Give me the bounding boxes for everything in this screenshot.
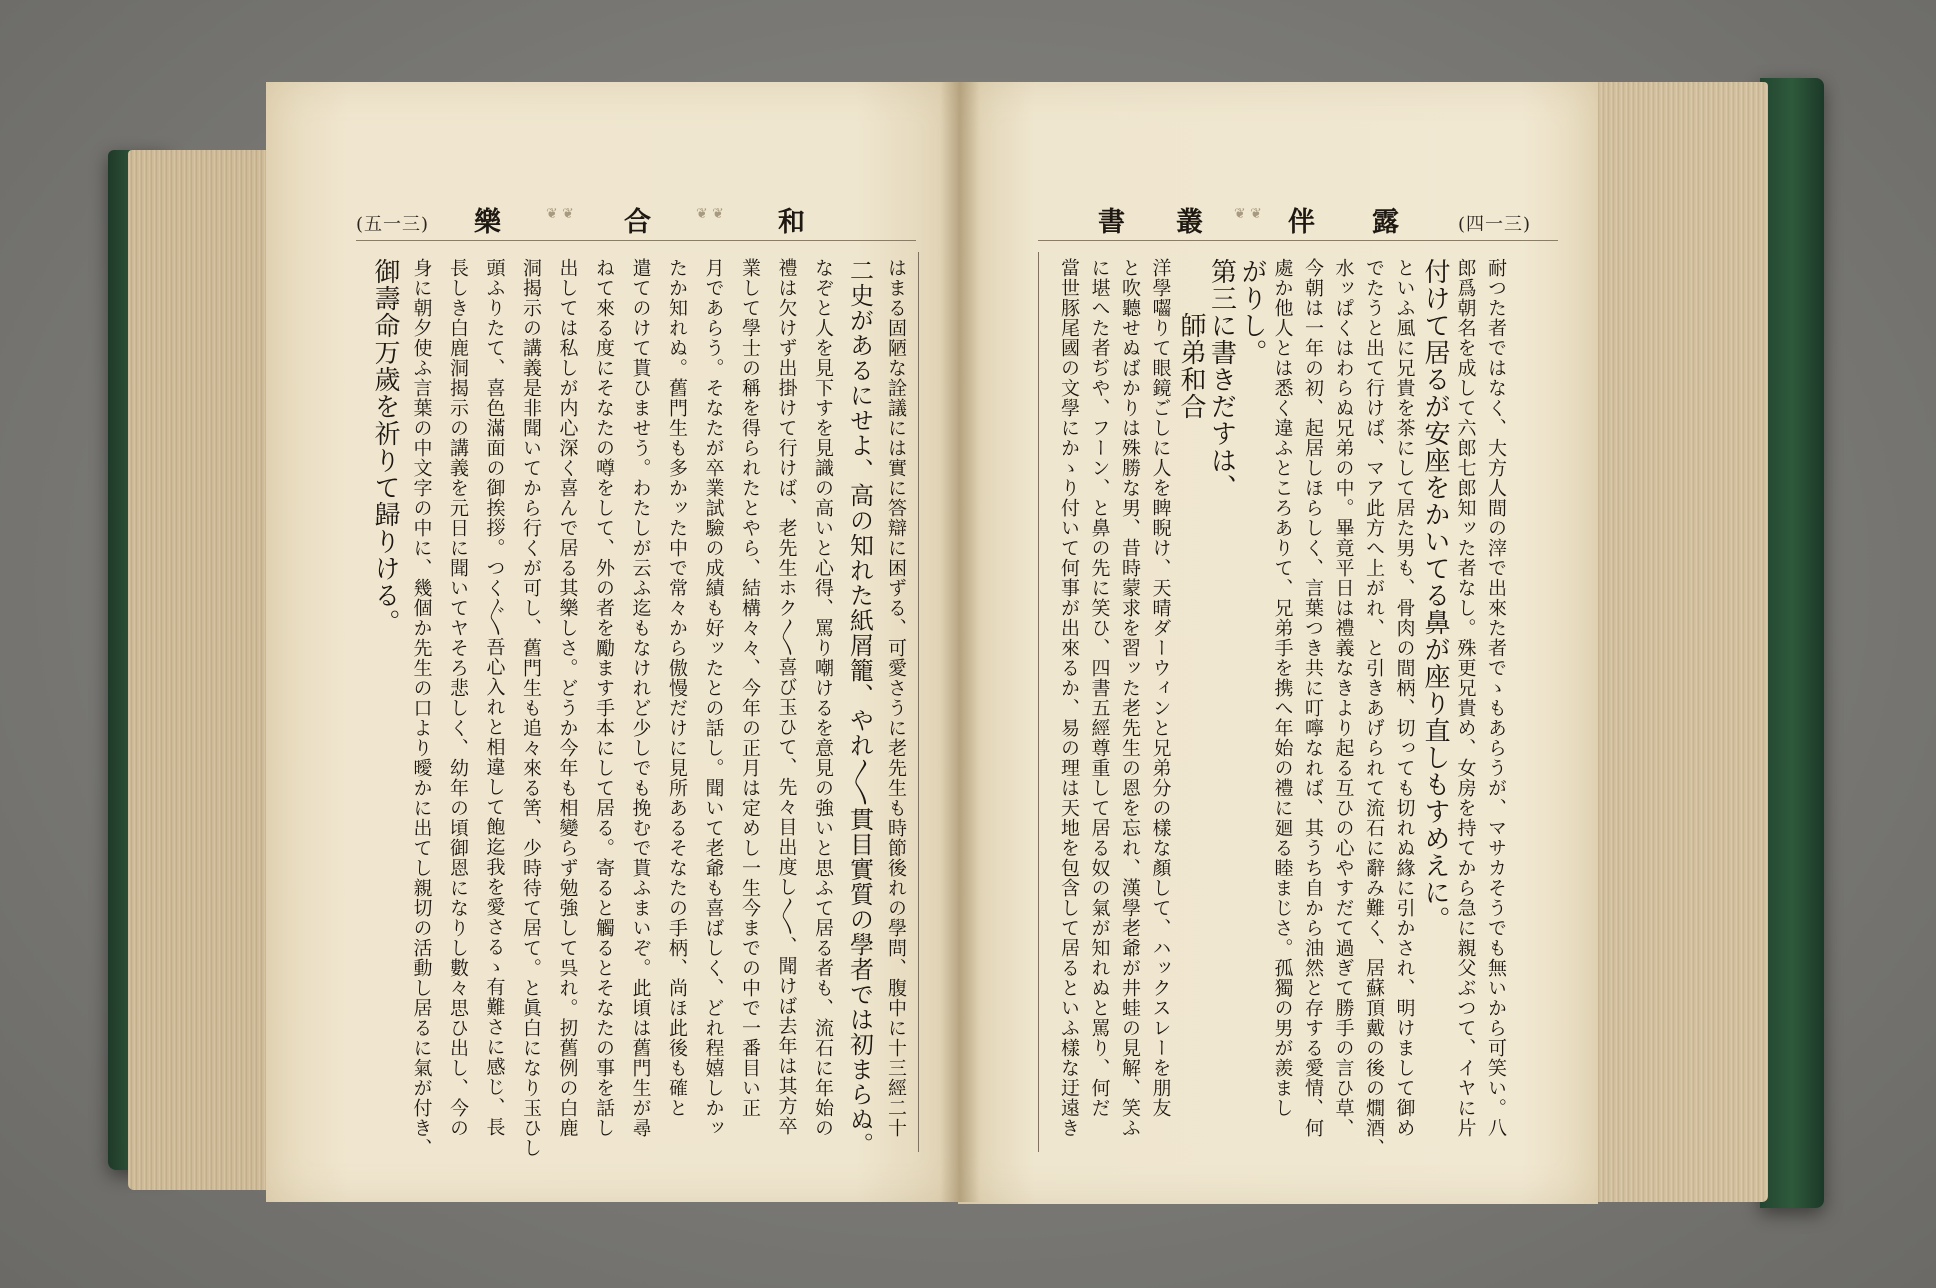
left-column-15: 御壽命万歲を祈りて歸りける。	[370, 258, 400, 636]
right-column-15: 當世豚尾國の文學にかゝり付いて何事が出來るか、易の理は天地を包含して居るといふ樣な迂遠き	[1058, 258, 1080, 1138]
left-column-4: 禮は欠けず出掛けて行けば、老先生ホク〳〵喜び玉ひて、先々目出度し〳〵、聞けば去年は其方卒	[775, 258, 798, 1136]
left-column-rule	[918, 252, 919, 1152]
right-column-11: 師弟和合	[1176, 258, 1206, 420]
right-column-9: がりし。	[1237, 258, 1267, 366]
left-column-10: 出しては私しが内心深く喜んで居る其樂しさ。どうか今年も相變らず勉強して呉れ。扨舊例の白鹿	[556, 258, 579, 1138]
right-header-rule	[1038, 240, 1558, 241]
left-column-9: ねて來る度にそなたの噂をして、外の者を勵ます手本にして居る。寄ると觸るとそなたの事を話し	[593, 258, 615, 1138]
left-page	[266, 82, 960, 1202]
right-column-1: 耐つた者ではなく、大方人間の滓で出來た者でゝもあらうが、マサカそうでも無いから可笑い。八	[1485, 258, 1507, 1138]
left-column-14: 身に朝夕使ふ言葉の中文字の中に、幾個か先生の口より曖かに出てし親切の活動し居るに氣が付き、	[410, 258, 433, 1158]
left-header-char-2: 合	[624, 207, 651, 238]
left-column-13: 長しき白鹿洞揭示の講義を元日に聞いてヤそろ悲しく、幼年の頃御恩になりし數々思ひ出し、今の	[447, 258, 469, 1138]
right-column-10: 第三に書きだすは、	[1206, 258, 1237, 501]
right-column-7: 今朝は一年の初、起居しほらしく、言葉つき共に叮嚀なれば、其うち自から油然と存する愛情、何	[1302, 258, 1324, 1138]
left-column-5: 業して學士の稱を得られたとやら、結構々々、今年の正月は定めし一生今までの中で一番目い正	[739, 258, 761, 1118]
right-column-4: といふ風に兄貴を茶にして居た男も、骨肉の間柄、切っても切れぬ緣に引かされ、明けまして御め	[1393, 258, 1416, 1138]
right-page	[958, 82, 1598, 1204]
left-header-rule	[356, 240, 916, 241]
left-column-1: はまる固陋な詮議には實に答辯に困ずる、可愛さうに老先生も時節後れの學問、腹中に十三經二十	[885, 258, 907, 1138]
left-column-8: 遣てのけて貰ひませう。わたしが云ふ迄もなけれど少しでも挽むで貰ふまいぞ。此頃は舊門生が尋	[629, 258, 652, 1138]
left-column-7: たか知れぬ。舊門生も多かッた中で常々から傲慢だけに見所あるそなたの手柄、尚ほ此後も確と	[666, 258, 688, 1118]
right-header-char-3: 叢	[1176, 207, 1203, 238]
right-column-6: 水ッぱくはわらぬ兄弟の中。畢竟平日は禮義なきより起る互ひの心やすだて過ぎて勝手の言ひ草、	[1332, 258, 1355, 1138]
left-header-ornament-2: ❦ ❦	[696, 206, 724, 222]
right-column-3: 付けて居るが安座をかいてる鼻が座り直しもすめえに。	[1420, 258, 1450, 933]
left-column-12: 頭ふりたて、喜色滿面の御挨拶。つく〴〵吾心入れと相違して飽迄我を愛さるゝ有難さに感じ、長	[483, 258, 506, 1137]
right-column-14: に堪へた者ぢや、フーン、と鼻の先に笑ひ、四書五經尊重して居る奴の氣が知れぬと罵り、何だ	[1088, 258, 1111, 1118]
right-page-edges	[1590, 82, 1768, 1202]
right-page-number: (四一三)	[1458, 214, 1532, 235]
right-column-8: 處か他人とは悉く違ふところありて、兄弟手を携へ年始の禮に廻る睦まじさ。孤獨の男が羨まし	[1271, 258, 1294, 1118]
right-column-12: 洋學囓りて眼鏡ごしに人を睥睨け、天晴ダーウィンと兄弟分の樣な顏して、ハックスレーを朋友	[1149, 258, 1172, 1118]
right-column-13: と吹聽せぬばかりは殊勝な男、昔時蒙求を習ッた老先生の恩を忘れ、漢學老爺が井蛙の見解、笑ふ	[1119, 258, 1141, 1138]
right-header-char-4: 書	[1098, 207, 1125, 238]
left-column-6: 月であらう。そなたが卒業試驗の成績も好ッたとの話し。聞いて老爺も喜ばしく、どれ程嬉しかッ	[702, 258, 725, 1138]
left-page-edges	[128, 150, 288, 1190]
right-column-rule	[1038, 252, 1039, 1152]
left-header-ornament: ❦ ❦	[546, 206, 574, 222]
right-header-char-2: 伴	[1288, 207, 1315, 238]
left-column-2: 二史があるにせよ、高の知れた紙屑籠、やれ〳〵貫目實質の學者では初まらぬ。	[845, 258, 874, 1157]
left-column-3: なぞと人を見下すを見識の高いと心得、罵り嘲けるを意見の強いと思ふて居る者も、流石に年始の	[812, 258, 834, 1138]
right-column-2: 郎爲朝名を成して六郎七郎知ッた者なし。殊更兄貴め、女房を持てから急に親父ぶつて、イヤに片	[1454, 258, 1477, 1138]
right-cover	[1760, 78, 1824, 1208]
right-column-5: でたうと出て行けば、マア此方へ上がれ、と引きあげられて流石に辭み難く、居蘇頂戴の後の燗酒、	[1363, 258, 1385, 1158]
left-column-11: 洞揭示の講義是非聞いてから行くが可し、舊門生も追々來る筈、少時待て居て。と眞白になり玉ひし	[520, 258, 542, 1158]
right-header-char-1: 露	[1372, 207, 1399, 238]
right-header-ornament: ❦ ❦	[1234, 206, 1262, 222]
left-header-char-3: 樂	[474, 207, 501, 238]
left-page-number: (五一三)	[356, 214, 430, 235]
gutter-shadow	[940, 82, 980, 1202]
left-header-char-1: 和	[778, 207, 805, 238]
